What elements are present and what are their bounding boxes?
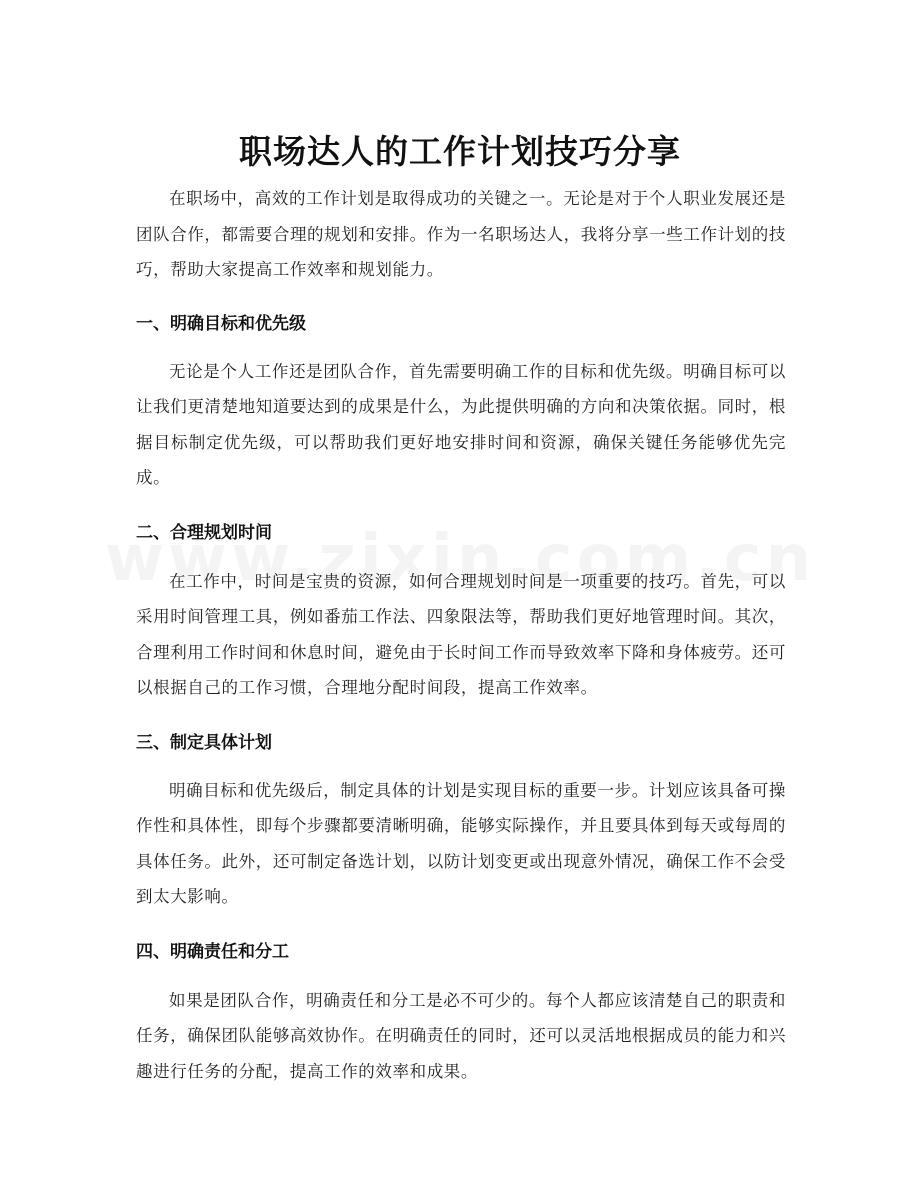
- section-heading-responsibility: 四、明确责任和分工: [136, 941, 289, 962]
- section-body-responsibility: 如果是团队合作，明确责任和分工是必不可少的。每个人都应该清楚自己的职责和任务，确保团队能够高效协作。在明确责任的同时，还可以灵活地根据成员的能力和兴趣进行任务的分配，提高工作的效率和成果。: [136, 990, 786, 1081]
- section-heading-time: 二、合理规划时间: [136, 522, 272, 543]
- section-heading-goals: 一、明确目标和优先级: [136, 313, 306, 334]
- document-body: [136, 181, 786, 1089]
- section-body-goals: 无论是个人工作还是团队合作，首先需要明确工作的目标和优先级。明确目标可以让我们更清楚地知道要达到的成果是什么，为此提供明确的方向和决策依据。同时，根据目标制定优先级，可以帮助我们更好地安排时间和资源，确保关键任务能够优先完成。: [136, 361, 786, 487]
- page-title: 职场达人的工作计划技巧分享: [239, 132, 681, 172]
- section-body-plan: 明确目标和优先级后，制定具体的计划是实现目标的重要一步。计划应该具备可操作性和具体性，即每个步骤都要清晰明确，能够实际操作，并且要具体到每天或每周的具体任务。此外，还可制定备选计划，以防计划变更或出现意外情况，确保工作不会受到太大影响。: [136, 780, 786, 906]
- section-body-time: 在工作中，时间是宝贵的资源，如何合理规划时间是一项重要的技巧。首先，可以采用时间管理工具，例如番茄工作法、四象限法等，帮助我们更好地管理时间。其次，合理利用工作时间和休息时间，避免由于长时间工作而导致效率下降和身体疲劳。还可以根据自己的工作习惯，合理地分配时间段，提高工作效率。: [136, 571, 786, 697]
- intro-paragraph: 在职场中，高效的工作计划是取得成功的关键之一。无论是对于个人职业发展还是团队合作，都需要合理的规划和安排。作为一名职场达人，我将分享一些工作计划的技巧，帮助大家提高工作效率和规划能力。: [136, 189, 786, 279]
- section-heading-plan: 三、制定具体计划: [136, 732, 272, 753]
